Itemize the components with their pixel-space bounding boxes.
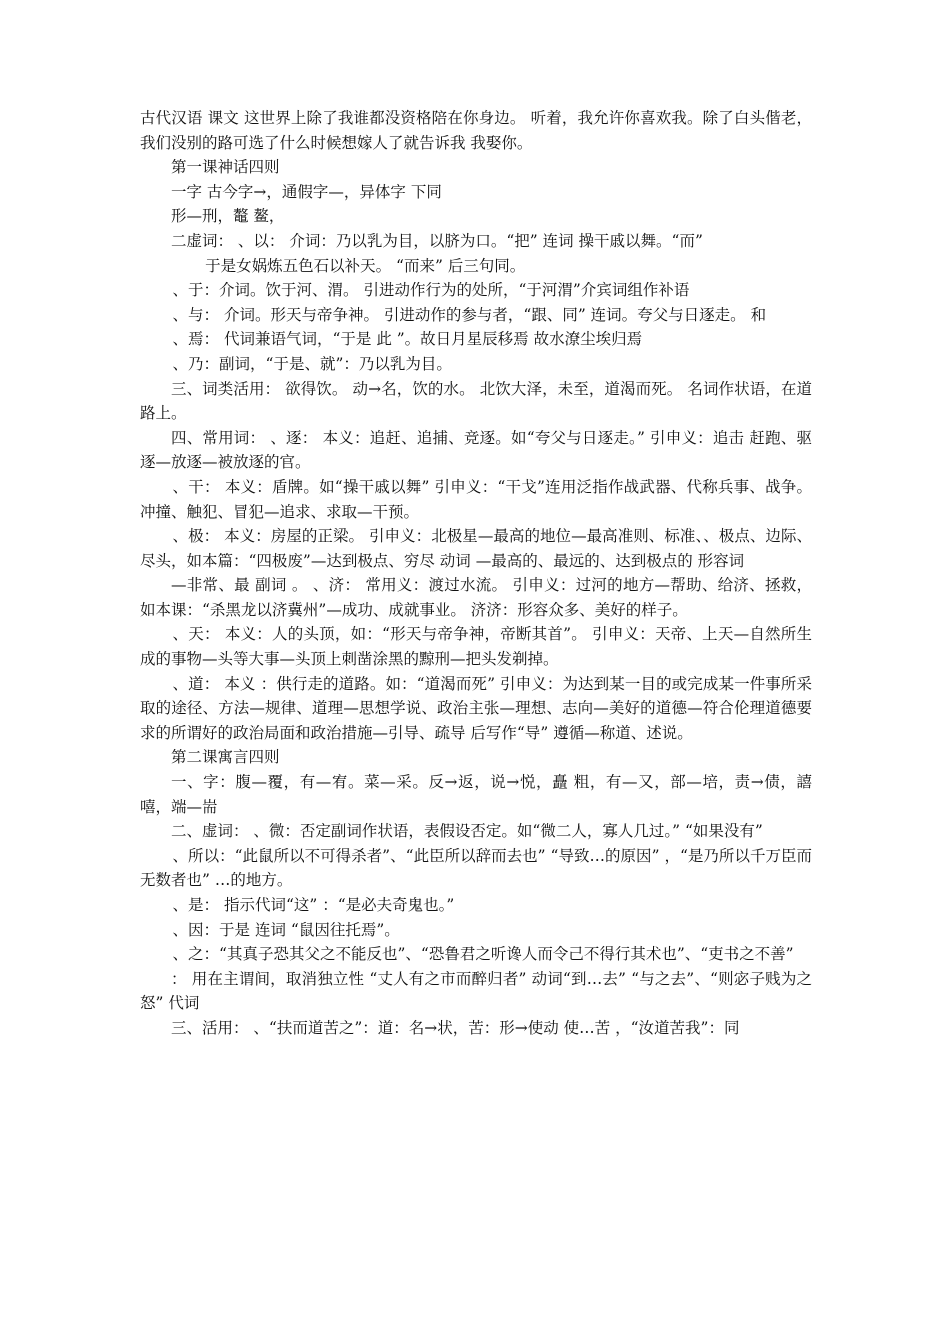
doc-paragraph: 一、字：腹—覆，有—宥。菜—采。反→返，说→悦，矗 粗，有—又，部—培，责→债，譆 嘻，端—耑 [140,773,812,816]
document-page [140,106,812,1041]
doc-paragraph: 四、常用词： 、逐： 本义：追赶、追捕、竞逐。如“夸父与日逐走。” 引申义：追击 赶跑、驱逐—放逐—被放逐的官。 [140,428,812,472]
doc-paragraph: 、所以：“此鼠所以不可得杀者”、“此臣所以辞而去也” “导致…的原因” ，“是乃所以千万臣而无数者也” …的地方。 [140,846,812,890]
doc-paragraph: ： 用在主谓间，取消独立性 “丈人有之市而醉归者” 动词“到…去” “与之去”、“则宓子贱为之怒” 代词 [140,969,812,1013]
doc-paragraph: 、与： 介词。形天与帝争神。 引进动作的参与者，“跟、同” 连词。夸父与日逐走。 和 [172,305,767,324]
doc-paragraph: 二虚词： 、以： 介词：乃以乳为目，以脐为口。“把” 连词 操干戚以舞。“而” [171,231,703,250]
doc-paragraph: 、因：于是 连词 “鼠因往托焉”。 [172,920,400,939]
doc-paragraph: 一字 古今字→，通假字—，异体字 下同 [171,182,442,201]
doc-paragraph: 、干： 本义：盾牌。如“操干戚以舞” 引申义：“干戈”连用泛指作战武器、代称兵事、战争。 冲撞、触犯、冒犯—追求、求取—干预。 [140,477,812,521]
section-title-lesson-2: 第二课寓言四则 [171,748,280,767]
doc-paragraph: 、于：介词。饮于河、渭。 引进动作行为的处所，“于河渭”介宾词组作补语 [172,281,690,300]
doc-paragraph: —非常、最 副词 。 、济： 常用义：渡过水流。 引申义：过河的地方—帮助、给济、拯救，如本课：“杀黑龙以济冀州”—成功、成就事业。 济济：形容众多、美好的样子。 [140,576,812,619]
doc-paragraph: 、焉： 代词兼语气词，“于是 此 ”。故日月星辰移焉 故水潦尘埃归焉 [172,330,643,349]
doc-paragraph: 、是： 指示代词“这” ：“是必夫奇鬼也。” [172,896,455,914]
doc-paragraph: 三、活用： 、“扶而道苦之”：道：名→状，苦：形→使动 使…苦 ，“汝道苦我”：同 [171,1018,740,1037]
section-title-lesson-1: 第一课神话四则 [171,158,280,177]
doc-heading-line: 古代汉语 课文 这世界上除了我谁都没资格陪在你身边。 听着，我允许你喜欢我。除了白头偕老，我们没别的路可选了什么时候想嫁人了就告诉我 我娶你。 [140,109,812,152]
doc-paragraph: 、乃：副词，“于是、就”：乃以乳为目。 [172,354,452,373]
doc-paragraph: 二、虚词： 、微：否定副词作状语，表假设否定。如“微二人，寡人几过。” “如果没有” [171,822,763,841]
doc-paragraph: 、道： 本义 ：供行走的道路。如：“道渴而死” 引申义：为达到某一目的或完成某一件事所采取的途径、方法—规律、道理—思想学说、政治主张—理想、志向—美好的道德—符合伦理道德要求的所谓好的政治局面和政治措施—引导、疏导 后写作“导” 遵循—称道、述说。 [140,674,812,742]
doc-paragraph: 、极： 本义：房屋的正梁。 引申义：北极星—最高的地位—最高准则、标准、、极点、边际、尽头，如本篇：“四极废”—达到极点、穷尽 动词 —最高的、最远的、达到极点的 形容词 [140,527,812,570]
doc-paragraph: 于是女娲炼五色石以补天。 “而来” 后三句同。 [205,256,526,275]
doc-paragraph: 形—刑，鼇 鳌， [171,207,285,226]
doc-paragraph: 三、词类活用： 欲得饮。 动→名，饮的水。 北饮大泽，未至，道渴而死。 名词作状语，在道路上。 [140,379,812,423]
doc-paragraph: 、天： 本义：人的头顶，如：“形天与帝争神，帝断其首”。 引申义：天帝、上天—自然所生成的事物—头等大事—头顶上刺凿涂黑的黥刑—把头发剃掉。 [140,625,812,669]
doc-paragraph: 、之：“其真子恐其父之不能反也”、“恐鲁君之听谗人而令己不得行其术也”、“吏书之不善” [172,945,794,964]
